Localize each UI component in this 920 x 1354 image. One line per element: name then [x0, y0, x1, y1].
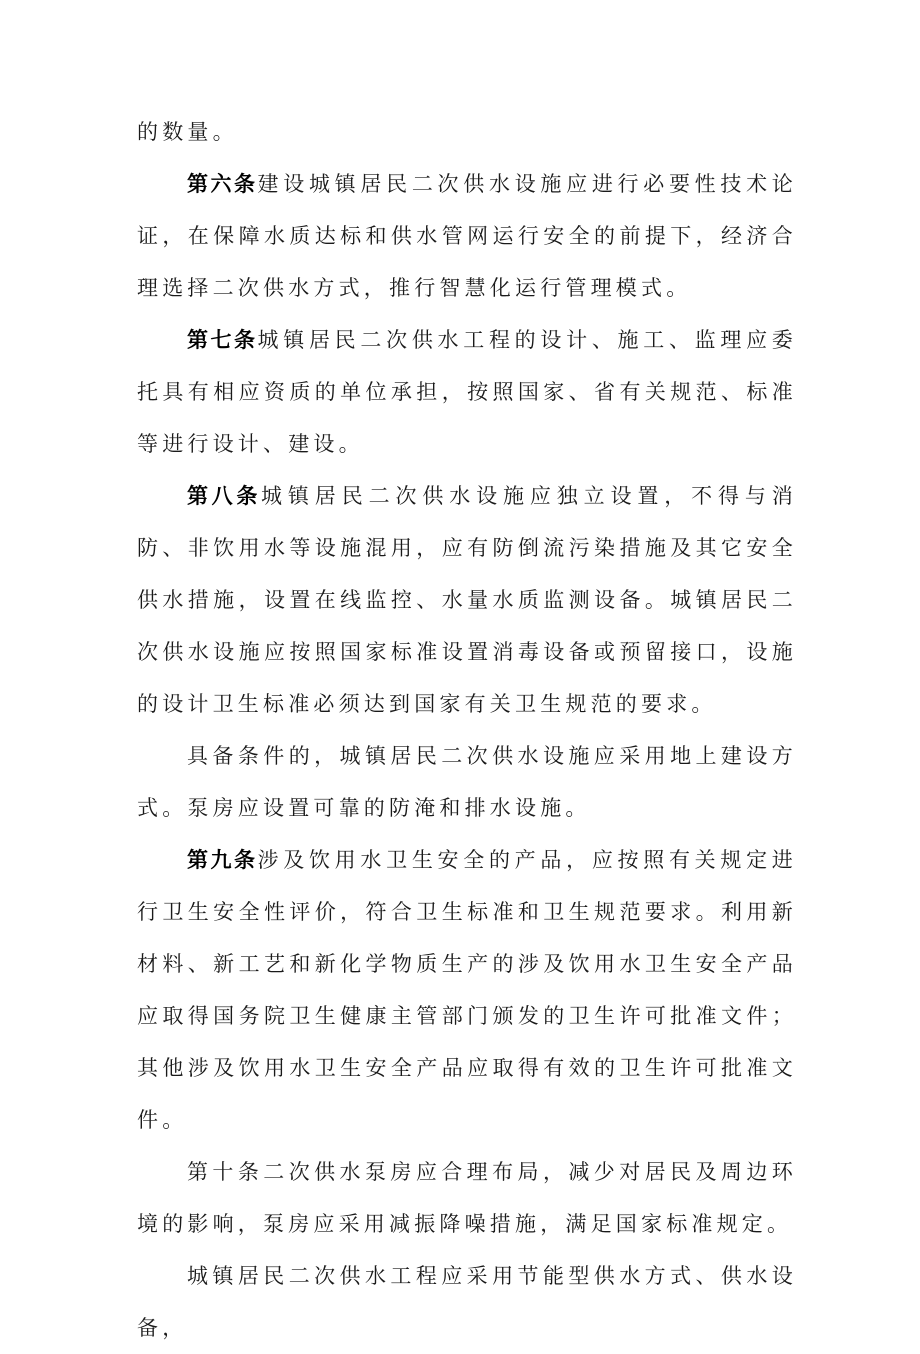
article-number: 第七条 — [187, 328, 258, 352]
article-7-paragraph — [137, 314, 797, 470]
article-9-paragraph — [137, 834, 797, 1146]
article-10-subparagraph — [137, 1250, 797, 1354]
paragraph-text: 具备条件的，城镇居民二次供水设施应采用地上建设方式。泵房应设置可靠的防淹和排水设施。 — [137, 744, 797, 820]
paragraph-continuation — [137, 106, 797, 158]
paragraph-text: 涉及饮用水卫生安全的产品，应按照有关规定进行卫生安全性评价，符合卫生标准和卫生规范要求。利用新材料、新工艺和新化学物质生产的涉及饮用水卫生安全产品应取得国务院卫生健康主管部门颁发的卫生许可批准文件；其他涉及饮用水卫生安全产品应取得有效的卫生许可批准文件。 — [137, 848, 798, 1132]
paragraph-text: 的数量。 — [137, 120, 238, 144]
article-number: 第六条 — [187, 172, 258, 196]
paragraph-text: 城镇居民二次供水工程的设计、施工、监理应委托具有相应资质的单位承担，按照国家、省有关规范、标准等进行设计、建设。 — [137, 328, 798, 456]
paragraph-text: 第十条二次供水泵房应合理布局，减少对居民及周边环境的影响，泵房应采用减振降噪措施，满足国家标准规定。 — [137, 1160, 797, 1236]
article-8-paragraph — [137, 470, 797, 730]
article-number: 第八条 — [187, 484, 262, 508]
paragraph-text: 建设城镇居民二次供水设施应进行必要性技术论证，在保障水质达标和供水管网运行安全的前提下，经济合理选择二次供水方式，推行智慧化运行管理模式。 — [137, 172, 798, 300]
article-number: 第九条 — [187, 848, 258, 872]
article-10-paragraph — [137, 1146, 797, 1250]
article-8-subparagraph — [137, 730, 797, 834]
paragraph-text: 城镇居民二次供水设施应独立设置，不得与消防、非饮用水等设施混用，应有防倒流污染措施及其它安全供水措施，设置在线监控、水量水质监测设备。城镇居民二次供水设施应按照国家标准设置消毒设备或预留接口，设施的设计卫生标准必须达到国家有关卫生规范的要求。 — [137, 484, 797, 716]
document-body — [137, 106, 797, 1354]
article-6-paragraph — [137, 158, 797, 314]
paragraph-text: 城镇居民二次供水工程应采用节能型供水方式、供水设备， — [137, 1264, 797, 1340]
